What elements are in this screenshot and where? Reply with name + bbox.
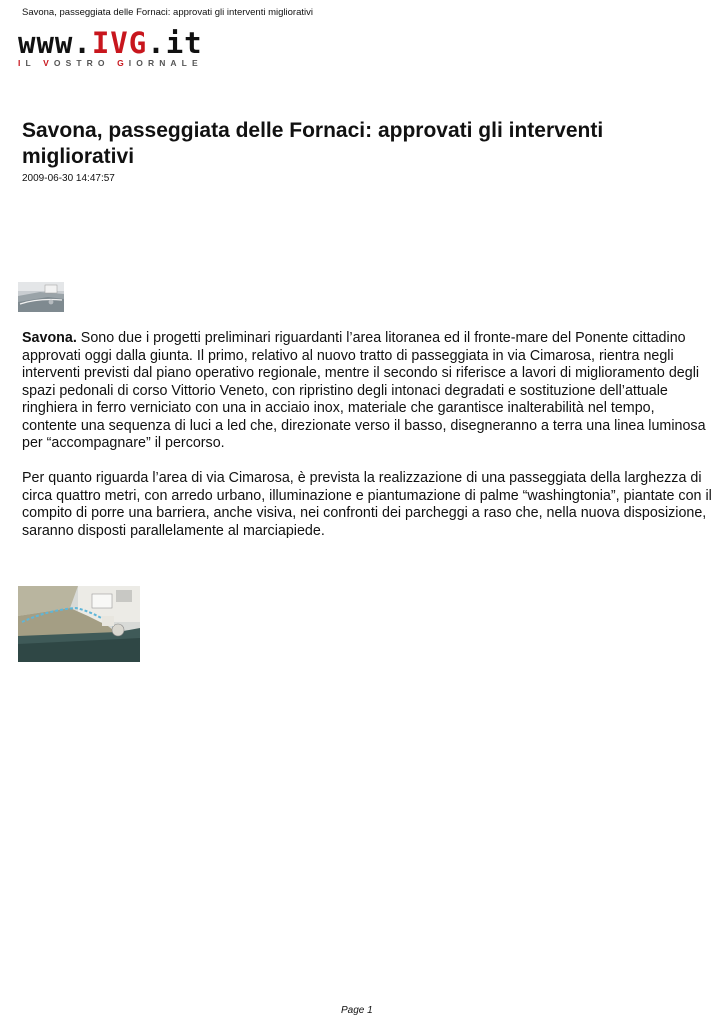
tagline-part-iornale: IORNALE <box>128 58 203 68</box>
tagline-initial-i: I <box>18 58 26 68</box>
logo-suffix: .it <box>147 26 203 60</box>
tagline-initial-v: V <box>43 58 54 68</box>
article-paragraph-2: Per quanto riguarda l’area di via Cimarosa, è prevista la realizzazione di una passeggiata della larghezza di circa quattro metri, con arredo urbano, illuminazione e piantumazione di palme “washingtonia”, piantate con il compito di porre una barriera, anche visiva, nei confronti dei parcheggi a raso che, nella nuova disposizione, saranno disposti parallelamente al marciapiede. <box>22 470 712 539</box>
page-number: Page 1 <box>341 1005 373 1016</box>
article-body <box>22 330 712 558</box>
logo-brand: IVG <box>91 26 148 60</box>
article-date: 2009-06-30 14:47:57 <box>22 173 115 184</box>
logo-prefix: www. <box>18 26 92 60</box>
site-logo[interactable] <box>18 28 218 72</box>
paragraph-1-text: Sono due i progetti preliminari riguardanti l’area litoranea ed il fronte-mare del Ponente cittadino approvati oggi dalla giunta. Il primo, relativo al nuovo tratto di passeggiata in via Cimarosa, rientra negli interventi previsti dal piano operativo regionale, mentre il secondo si riferisce a lavori di miglioramento degli spazi pedonali di corso Vittorio Veneto, con ripristino degli intonaci degradati e sostituzione dell’attuale ringhiera in ferro verniciato con una in acciaio inox, materiale che garantisce inalterabilità nel tempo, contente una sequenza di luci a led che, direzionate verso il basso, disegneranno a terra una linea luminosa per “accompagnare” il percorso. <box>22 330 706 451</box>
tagline-part-ostro: OSTRO <box>53 58 110 68</box>
page-header-title: Savona, passeggiata delle Fornaci: approvati gli interventi migliorativi <box>22 7 313 18</box>
article-paragraph-1 <box>22 330 712 453</box>
article-title: Savona, passeggiata delle Fornaci: approvati gli interventi migliorativi <box>22 119 604 168</box>
article-thumbnail-image[interactable] <box>18 282 64 312</box>
logo-wordmark <box>18 28 218 58</box>
lead-label: Savona. <box>22 330 77 346</box>
article-map-image[interactable] <box>18 586 140 662</box>
tagline-part-l: L <box>25 58 36 68</box>
tagline-initial-g: G <box>117 58 129 68</box>
logo-tagline <box>18 58 218 68</box>
